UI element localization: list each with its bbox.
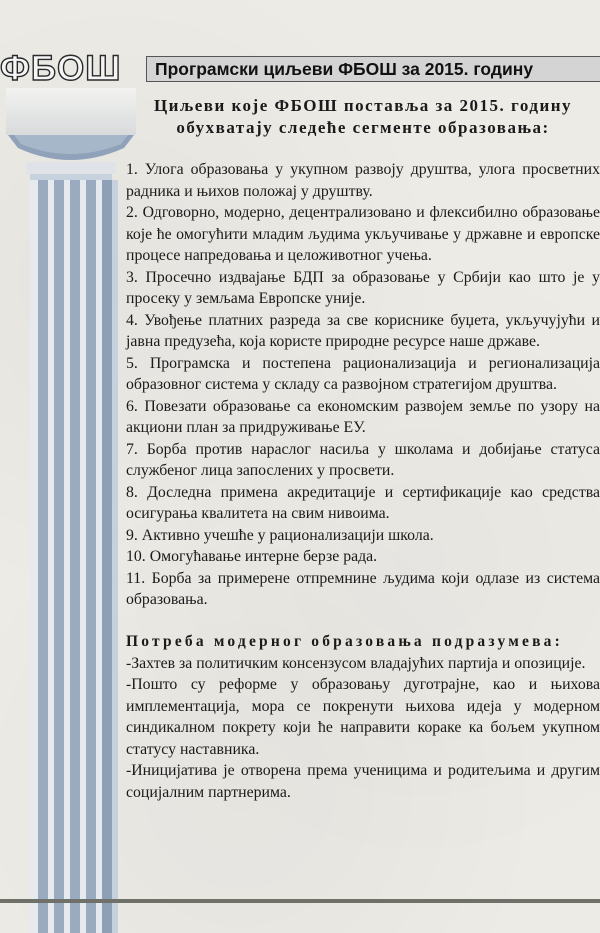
goal-item: 7. Борба против нараслог насиља у школама и добијање статуса службеног лица запослених у просвети. bbox=[126, 440, 600, 479]
main-content bbox=[126, 95, 600, 803]
column-abacus bbox=[6, 88, 136, 135]
goal-item: 1. Улога образовања у укупном развоју друштва, улога просветних радника и њихов положај у друштву. bbox=[126, 161, 600, 200]
goal-item: 9. Активно учешће у рационализацији школа. bbox=[126, 526, 434, 544]
column-shaft bbox=[30, 180, 118, 933]
goal-item: 3. Просечно издвајање БДП за образовање у Србији као што је у просеку у земљама Европске уније. bbox=[126, 268, 600, 307]
goal-item: 2. Одговорно, модерно, децентрализовано и флексибилно образовање које ће омогућити младим људима укључивање у државне и европске процесе напредовања и целоживотног учења. bbox=[126, 204, 600, 264]
intro-line-1: Циљеви које ФБОШ поставља за 2015. годину bbox=[153, 96, 573, 115]
section-spacer bbox=[126, 611, 600, 631]
goal-item: 4. Увођење платних разреда за све кориснике буџета, укључујући и јавна предузећа, која користе природне ресурсе наше државе. bbox=[126, 311, 600, 350]
requirement-item: -Пошто су реформе у образовању дуготрајне, као и њихова имплементација, мора се покренути њихова идеја у модерном синдикалном покрету који ће направити кораке ка бољем укупном статусу наставника. bbox=[126, 676, 600, 758]
goal-item: 8. Доследна примена акредитације и сертификације као средства осигурања квалитета на свим нивоима. bbox=[126, 483, 600, 522]
intro-line-2: обухватају следеће сегменте образовања: bbox=[176, 118, 550, 137]
bottom-divider bbox=[0, 899, 600, 903]
goal-item: 10. Омогућавање интерне берзе рада. bbox=[126, 548, 378, 565]
requirement-item: -Иницијатива је отворена према ученицима и родитељима и другим социјалним партнерима. bbox=[126, 762, 600, 801]
goal-item: 11. Борба за примерене отпремнине људима који одлазе из система образовања. bbox=[126, 569, 600, 608]
column-illustration bbox=[0, 88, 140, 933]
page-title: Програмски циљеви ФБОШ за 2015. годину bbox=[146, 56, 600, 82]
intro-heading bbox=[126, 95, 600, 139]
requirement-item: -Захтев за политичким консензусом владајућих партија и опозиције. bbox=[126, 654, 586, 672]
goal-item: 6. Повезати образовање са економским развојем земље по узору на акциони план за придруживање ЕУ. bbox=[126, 397, 600, 436]
goal-item: 5. Програмска и постепена рационализација и регионализација образовног система у складу са развојном стратегијом друштва. bbox=[126, 354, 600, 393]
section2-heading: Потреба модерног образовања подразумева: bbox=[126, 632, 563, 650]
fbosh-logo: ФБОШ bbox=[0, 52, 122, 86]
